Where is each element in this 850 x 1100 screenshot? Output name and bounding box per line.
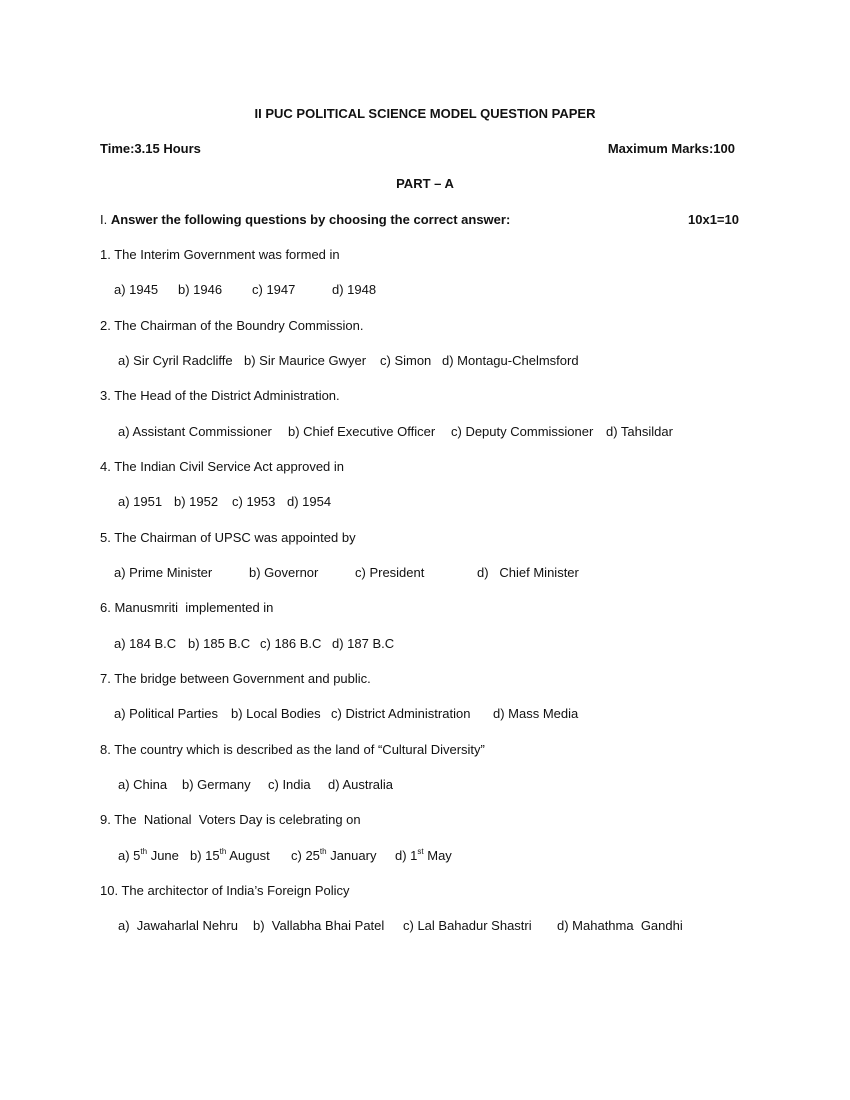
option-b: b) Chief Executive Officer	[288, 424, 436, 439]
max-marks-label: Maximum Marks:100	[607, 141, 735, 156]
option-a: a) Jawaharlal Nehru	[118, 918, 238, 933]
option-b: b) Governor	[249, 565, 319, 580]
option-text: August	[226, 848, 270, 863]
question-4: 4. The Indian Civil Service Act approved in	[100, 459, 345, 474]
option-b	[190, 848, 270, 864]
paper-title: II PUC POLITICAL SCIENCE MODEL QUESTION PAPER	[254, 106, 596, 121]
option-text: b) 15	[190, 848, 220, 863]
option-c: c) Deputy Commissioner	[451, 424, 594, 439]
question-9: 9. The National Voters Day is celebrating on	[100, 812, 361, 827]
instruction-text: Answer the following questions by choosing the correct answer:	[110, 212, 511, 227]
question-1: 1. The Interim Government was formed in	[100, 247, 340, 262]
ordinal-suffix: th	[140, 846, 148, 856]
part-heading: PART – A	[396, 176, 454, 191]
ordinal-suffix: th	[319, 846, 327, 856]
option-d: d) Australia	[328, 777, 394, 792]
option-c: c) President	[355, 565, 425, 580]
question-3: 3. The Head of the District Administration.	[100, 388, 340, 403]
option-c: c) District Administration	[331, 706, 471, 721]
option-text: c) 25	[291, 848, 320, 863]
option-text: June	[147, 848, 179, 863]
option-b: b) Local Bodies	[231, 706, 321, 721]
option-text: a) 5	[118, 848, 141, 863]
option-b: b) Germany	[182, 777, 251, 792]
option-a: a) China	[118, 777, 168, 792]
option-b: b) 185 B.C	[188, 636, 251, 651]
option-d: d) Chief Minister	[477, 565, 579, 580]
question-8: 8. The country which is described as the land of “Cultural Diversity”	[100, 742, 485, 757]
question-2: 2. The Chairman of the Boundry Commission.	[100, 318, 364, 333]
question-10: 10. The architector of India’s Foreign Policy	[100, 883, 350, 898]
option-d	[395, 848, 452, 864]
question-6: 6. Manusmriti implemented in	[100, 600, 274, 615]
section-marks: 10x1=10	[688, 212, 739, 227]
option-c: c) India	[268, 777, 311, 792]
option-c: c) 186 B.C	[260, 636, 322, 651]
ordinal-suffix: st	[417, 846, 424, 856]
question-7: 7. The bridge between Government and public.	[100, 671, 371, 686]
option-a: a) 1951	[118, 494, 163, 509]
question-5: 5. The Chairman of UPSC was appointed by	[100, 530, 356, 545]
option-c: c) 1953	[232, 494, 276, 509]
option-d: d) Mass Media	[493, 706, 579, 721]
option-c: c) Lal Bahadur Shastri	[403, 918, 532, 933]
option-b: b) Sir Maurice Gwyer	[244, 353, 367, 368]
option-c: c) Simon	[380, 353, 432, 368]
option-d: d) 1948	[332, 282, 377, 297]
option-b: b) 1946	[178, 282, 223, 297]
option-text: January	[326, 848, 377, 863]
option-d: d) 187 B.C	[332, 636, 395, 651]
option-c: c) 1947	[252, 282, 296, 297]
option-d: d) 1954	[287, 494, 332, 509]
ordinal-suffix: th	[219, 846, 227, 856]
option-c	[291, 848, 376, 864]
option-a: a) Political Parties	[114, 706, 219, 721]
option-b: b) 1952	[174, 494, 219, 509]
option-text: d) 1	[395, 848, 418, 863]
option-a: a) 184 B.C	[114, 636, 177, 651]
instruction-number: I.	[100, 212, 111, 227]
option-a	[118, 848, 179, 864]
option-b: b) Vallabha Bhai Patel	[253, 918, 385, 933]
option-a: a) 1945	[114, 282, 159, 297]
option-a: a) Sir Cyril Radcliffe	[118, 353, 233, 368]
option-text: May	[423, 848, 452, 863]
option-a: a) Prime Minister	[114, 565, 213, 580]
time-label: Time:3.15 Hours	[100, 141, 201, 156]
option-a: a) Assistant Commissioner	[118, 424, 272, 439]
option-d: d) Mahathma Gandhi	[557, 918, 683, 933]
option-d: d) Tahsildar	[606, 424, 673, 439]
section-instruction	[100, 212, 510, 228]
option-d: d) Montagu-Chelmsford	[442, 353, 579, 368]
